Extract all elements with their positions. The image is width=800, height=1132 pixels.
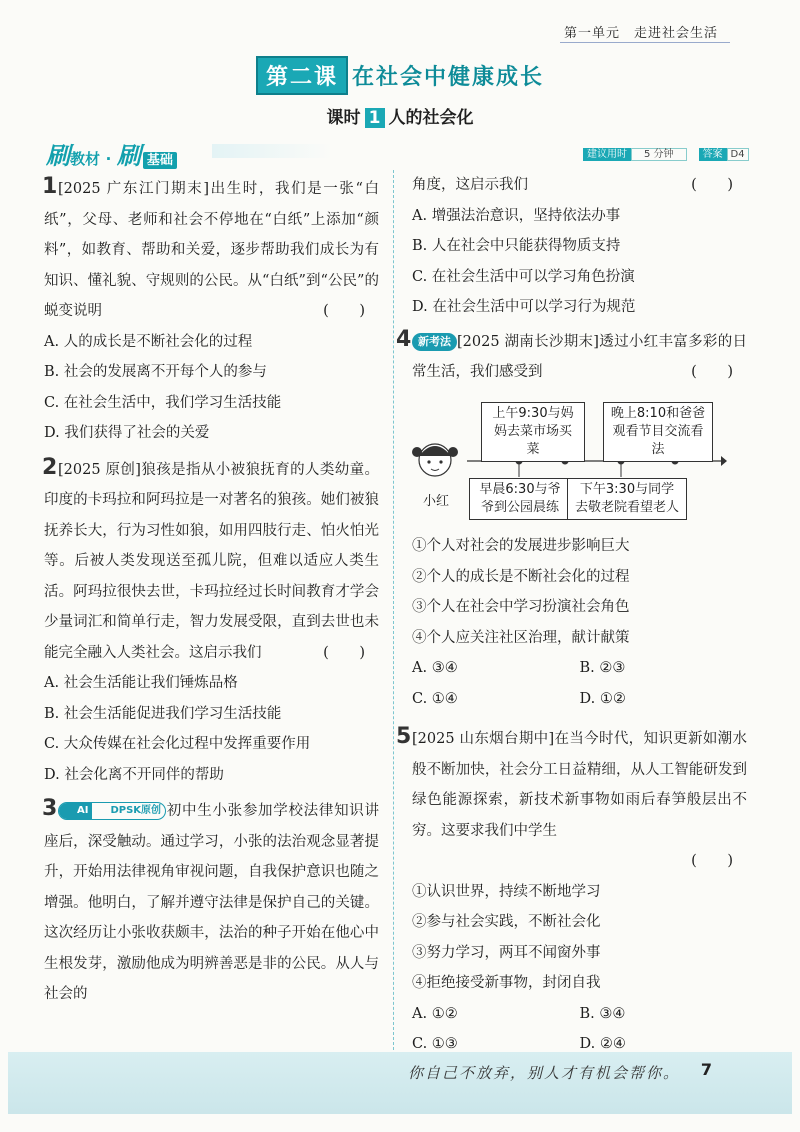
option-a: A. 社会生活能让我们锤炼品格 <box>44 675 238 691</box>
question-source: [2025 湖南长沙期末] <box>457 333 599 350</box>
question-source: [2025 原创] <box>58 461 141 478</box>
question-number: 3 <box>42 796 58 821</box>
option-a: A. ①② <box>412 1005 458 1022</box>
statement-4: ④个人应关注社区治理，献计献策 <box>412 629 630 646</box>
footer-motto: 你自己不放弃，别人才有机会帮你。 <box>407 1064 680 1082</box>
unit-header: 第一单元 走进社会生活 <box>563 26 718 41</box>
right-column <box>396 170 748 388</box>
question-stem: 初中生小张参加学校法律知识讲座后，深受触动。通过学习，小张的法治观念显著提升，开始用法律视角审视问题，自我保护意识也随之增强。他明白，了解并遵守法律是保护自己的关键。这次经历让小张收获颇丰，法治的种子开始在他心中生根发芽，激励他成为明辨善恶是非的公民。从人与社会的 <box>44 803 379 1002</box>
question-number: 4 <box>396 326 412 352</box>
option-c: C. ①④ <box>412 690 458 707</box>
suggest-time-value: 5 分钟 <box>631 148 687 161</box>
option-b: B. 人在社会中只能获得物质支持 <box>412 238 621 254</box>
banner-brush-2: 刷 <box>116 142 141 170</box>
option-c: C. 在社会生活中，我们学习生活技能 <box>44 394 282 411</box>
option-a: A. 人的成长是不断社会化的过程 <box>44 333 253 350</box>
period-number: 1 <box>365 108 385 128</box>
question-3 <box>44 796 379 1010</box>
answer-paren: ( ) <box>691 364 741 380</box>
event-evening-tv: 晚上8:10和爸爸观看节目交流看法 <box>603 402 713 462</box>
question-number: 1 <box>42 174 58 199</box>
option-c: C. 在社会生活中可以学习角色扮演 <box>412 268 635 285</box>
question-stem: 在当今时代，知识更新如潮水般不断加快，社会分工日益精细，从人工智能研发到绿色能源探索，新技术新事物如雨后春笋般层出不穷。这要求我们中学生 <box>412 731 748 839</box>
question-2 <box>44 455 379 791</box>
option-b: B. 社会的发展离不开每个人的参与 <box>44 364 267 380</box>
left-column <box>44 174 379 1010</box>
timeline-diagram <box>407 400 727 520</box>
statement-4: ④拒绝接受新事物，封闭自我 <box>412 975 601 991</box>
option-d: D. 社会化离不开同伴的帮助 <box>44 766 224 783</box>
right-column-lower <box>396 531 748 1060</box>
answer-paren: ( ) <box>323 303 373 319</box>
lesson-title <box>0 56 800 95</box>
option-d: D. 我们获得了社会的关爱 <box>44 425 210 441</box>
event-early-exercise: 早晨6:30与爷爷到公园晨练 <box>469 478 571 520</box>
answer-paren: ( ) <box>691 177 741 193</box>
options-row <box>412 653 747 684</box>
page-number: 7 <box>700 1060 712 1079</box>
question-number: 2 <box>42 454 58 480</box>
banner-brush-1: 刷 <box>46 142 70 170</box>
option-b: B. 社会生活能促进我们学习生活技能 <box>44 705 282 722</box>
statement-3: ③个人在社会中学习扮演社会角色 <box>412 599 630 615</box>
answer-label: 答案 <box>699 148 727 161</box>
banner-basic: 基础 <box>143 152 177 169</box>
question-number: 5 <box>396 724 412 749</box>
option-d: D. 在社会生活中可以学习行为规范 <box>412 299 636 315</box>
statement-3: ③努力学习，两耳不闻窗外事 <box>412 944 601 961</box>
statement-1: ①个人对社会的发展进步影响巨大 <box>412 538 630 554</box>
answer-paren: ( ) <box>691 853 741 869</box>
question-5 <box>396 724 748 1060</box>
event-morning-market: 上午9:30与妈妈去菜市场买菜 <box>481 402 585 462</box>
option-c: C. ①③ <box>412 1036 458 1052</box>
question-3-continued <box>412 170 747 323</box>
question-source: [2025 广东江门期末] <box>58 181 210 197</box>
options-row <box>412 684 747 715</box>
answer-page: D4 <box>727 148 749 161</box>
section-banner <box>46 136 177 171</box>
lesson-badge: 第二课 <box>256 56 348 95</box>
question-stem-continued: 角度，这启示我们 <box>412 177 528 193</box>
arrow-head-icon <box>721 456 727 466</box>
option-d: D. ①② <box>579 690 626 707</box>
timing-box <box>583 145 749 160</box>
question-1 <box>44 174 379 449</box>
banner-fade <box>212 144 332 158</box>
lesson-name: 在社会中健康成长 <box>352 65 545 90</box>
statement-1: ①认识世界，持续不断地学习 <box>412 883 601 900</box>
question-stem: 透过小红丰富多彩的日常生活，我们感受到 <box>412 333 748 380</box>
girl-illustration <box>412 444 458 476</box>
event-afternoon-elderly: 下午3:30与同学去敬老院看望老人 <box>567 478 687 520</box>
option-a: A. ③④ <box>412 660 458 676</box>
option-c: C. 大众传媒在社会化过程中发挥重要作用 <box>44 736 311 752</box>
option-a: A. 增强法治意识，坚持依法办事 <box>412 207 621 224</box>
column-divider <box>393 170 394 1050</box>
question-4 <box>396 326 748 388</box>
banner-textbook: 教材 <box>70 150 101 168</box>
question-source: [2025 山东烟台期中] <box>412 731 555 747</box>
option-b: B. ③④ <box>579 1005 626 1022</box>
period-name: 人的社会化 <box>388 108 474 128</box>
period-prefix: 课时 <box>326 108 361 128</box>
option-d: D. ②④ <box>579 1036 626 1052</box>
character-name: 小红 <box>423 494 450 509</box>
question-stem: 出生时，我们是一张“白纸”，父母、老师和社会不停地在“白纸”上添加“颜料”，如教育、帮助和关爱，逐步帮助我们成长为有知识、懂礼貌、守规则的公民。从“白纸”到“公民”的蜕变说明 <box>44 181 379 319</box>
ai-original-badge: AI DPSK原创 <box>58 802 166 820</box>
new-method-badge: 新考法 <box>412 333 457 351</box>
statement-2: ②个人的成长是不断社会化的过程 <box>412 568 630 585</box>
suggest-time-label: 建议用时 <box>583 148 631 161</box>
period-title <box>0 103 800 128</box>
question-stem: 狼孩是指从小被狼抚育的人类幼童。印度的卡玛拉和阿玛拉是一对著名的狼孩。她们被狼抚养长大，行为习性如狼，如用四肢行走、怕火怕光等。后被人类发现送至孤儿院，但难以适应人类生活。阿玛拉很快去世，卡玛拉经过长时间教育才学会少量词汇和简单行走，智力发展受限，直到去世也未能完全融入人类社会。这启示我们 <box>44 461 380 661</box>
answer-paren: ( ) <box>323 644 373 661</box>
option-b: B. ②③ <box>579 660 626 676</box>
options-row <box>412 999 747 1030</box>
statement-2: ②参与社会实践，不断社会化 <box>412 914 601 930</box>
banner-dot: · <box>105 150 112 168</box>
header-rule <box>560 42 730 43</box>
ai-icon: AI <box>59 803 92 819</box>
